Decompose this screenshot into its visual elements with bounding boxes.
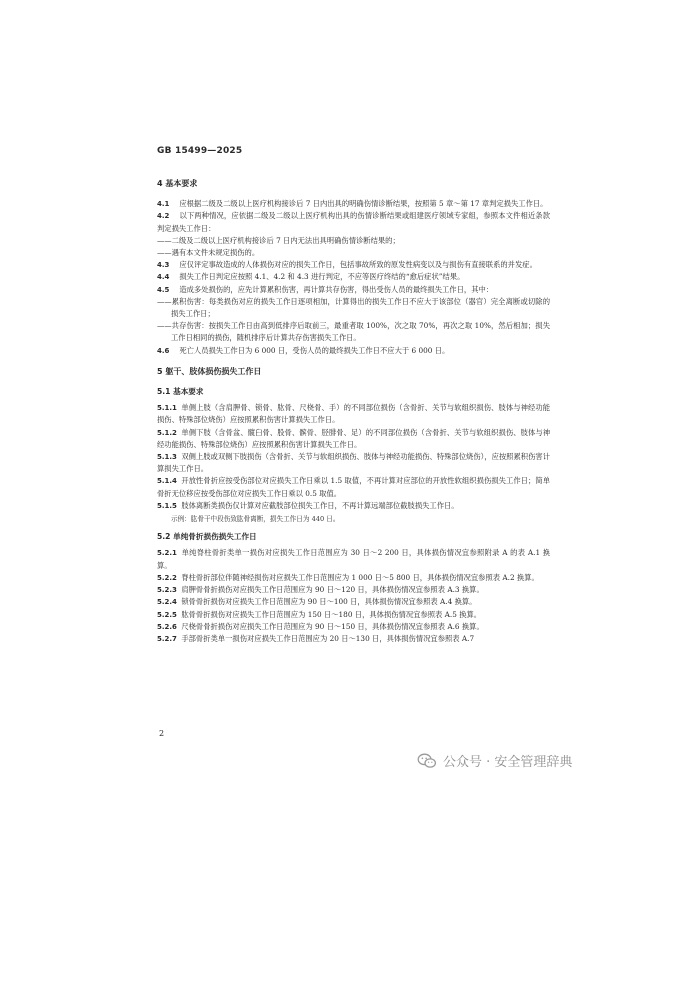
- list-item: ——累积伤害：每类损伤对应的损失工作日逐项相加，计算得出的损失工作日不应大于该部位（器官）完全离断或切除的损失工作日；: [157, 296, 550, 319]
- clause-text: 手部骨折类单一损伤对应损失工作日范围应为 20 日～130 日，具体损伤情况宜参照表 A.7: [181, 633, 475, 643]
- clause-5-1-1: [157, 402, 550, 426]
- clause-number: 4.2: [157, 212, 170, 221]
- page-number: 2: [159, 729, 165, 738]
- clause-number: 4.5: [157, 285, 170, 294]
- clause-5-1-4: [157, 475, 550, 499]
- clause-number: 4.3: [157, 261, 170, 270]
- wechat-icon: [417, 753, 437, 769]
- page-content: [157, 178, 550, 645]
- clause-5-1-3: [157, 451, 550, 475]
- clause-5-2-7: [157, 633, 550, 645]
- clause-number: 5.2.4: [157, 598, 177, 607]
- clause-text: 损失工作日判定应按照 4.1、4.2 和 4.3 进行判定，不应等医疗终结的“愈后症状”结果。: [179, 272, 465, 282]
- watermark-text: 公众号 · 安全管理辞典: [443, 755, 573, 770]
- clause-number: 4.6: [157, 346, 170, 355]
- clause-text: 单纯脊柱骨折类单一损伤对应损失工作日范围应为 30 日～2 200 日，具体损伤情况宜参照附录 A 的表 A.1 换算。: [157, 548, 550, 570]
- clause-5-1-2: [157, 427, 550, 451]
- section-5-2-title: 5.2 单纯骨折损伤损失工作日: [157, 532, 257, 542]
- clause-5-2-3: [157, 584, 550, 596]
- clause-4-6: [157, 345, 550, 357]
- clause-5-2-6: [157, 621, 550, 633]
- example-note: 示例：肱骨干中段伤致肱骨离断，损失工作日为 440 日。: [171, 515, 340, 524]
- clause-4-1: [157, 198, 550, 210]
- clause-text: 肱骨骨折损伤对应损失工作日范围应为 150 日～180 日，具体损伤情况宜参照表 A.5 换算。: [181, 609, 482, 619]
- clause-5-2-2: [157, 572, 550, 584]
- clause-5-1-5: [157, 500, 550, 512]
- clause-number: 5.2.5: [157, 610, 177, 619]
- clause-5-2-5: [157, 609, 550, 621]
- clause-number: 5.2.6: [157, 622, 177, 631]
- clause-text: 单侧上肢（含肩胛骨、锁骨、肱骨、尺桡骨、手）的不同部位损伤（含骨折、关节与软组织损伤、肢体与神经功能损伤、特殊部位烧伤）应按照累积伤害计算损失工作日。: [157, 403, 550, 425]
- clause-text: 应仅评定事故造成的人体损伤对应的损失工作日，包括事故所致的原发性病变以及与损伤有直接联系的并发症。: [179, 260, 537, 270]
- section-4-title: 4 基本要求: [157, 179, 198, 188]
- list-item: ——共存伤害：按损失工作日由高到低排序后取前三，最重者取 100%，次之取 70%，再次之取 10%，然后相加；损失工作日相同的损伤，随机排序后计算共存伤害损失工作日。: [157, 321, 550, 343]
- clause-number: 5.1.2: [157, 428, 177, 437]
- clause-text: 开放性骨折应按受伤部位对应损失工作日乘以 1.5 取值，不再计算对应部位的开放性软组织损伤损失工作日；简单骨折无位移应按受伤部位对应损失工作日乘以 0.5 取值。: [157, 476, 550, 498]
- clause-4-3: [157, 259, 550, 271]
- clause-number: 4.1: [157, 200, 170, 209]
- clause-text: 造成多处损伤的，应先计算累积伤害，再计算共存伤害，得出受伤人员的最终损失工作日，其中：: [179, 284, 494, 294]
- watermark: [417, 751, 572, 770]
- clause-text: 双侧上肢或双侧下肢损伤（含骨折、关节与软组织损伤、肢体与神经功能损伤、特殊部位烧伤），应按照累积伤害计算损失工作日。: [157, 452, 550, 474]
- clause-number: 5.2.3: [157, 586, 177, 595]
- clause-number: 5.2.7: [157, 634, 177, 643]
- clause-4-4: [157, 271, 550, 283]
- clause-number: 5.2.1: [157, 549, 177, 558]
- clause-4-5: [157, 284, 550, 296]
- clause-text: 肩胛骨骨折损伤对应损失工作日范围应为 90 日～120 日，具体损伤情况宜参照表 A.3 换算。: [181, 585, 484, 595]
- clause-text: 死亡人员损失工作日为 6 000 日，受伤人员的最终损失工作日不应大于 6 000 日。: [179, 345, 450, 355]
- clause-4-2: [157, 210, 550, 234]
- clause-text: 脊柱骨折部位伴随神经损伤对应损失工作日范围应为 1 000 日～5 800 日，具体损伤情况宜参照表 A.2 换算。: [181, 572, 539, 582]
- clause-text: 以下两种情况，应依据二级及二级以上医疗机构出具的伤情诊断结果或组建医疗领域专家组，参照本文件相近条款判定损失工作日：: [157, 211, 550, 233]
- clause-text: 应根据二级及二级以上医疗机构接诊后 7 日内出具的明确伤情诊断结果，按照第 5 章～第 17 章判定损失工作日。: [179, 199, 548, 209]
- list-item: ——二级及二级以上医疗机构接诊后 7 日内无法出具明确伤情诊断结果的；: [157, 235, 400, 245]
- standard-code-header: GB 15499—2025: [157, 146, 243, 156]
- clause-number: 5.1.1: [157, 404, 177, 413]
- clause-text: 尺桡骨骨折损伤对应损失工作日范围应为 90 日～150 日，具体损伤情况宜参照表 A.6 换算。: [181, 621, 484, 631]
- section-5-1-title: 5.1 基本要求: [157, 387, 204, 397]
- clause-number: 4.4: [157, 273, 170, 282]
- clause-5-2-1: [157, 547, 550, 571]
- list-item: ——遇有本文件未规定损伤的。: [157, 248, 260, 258]
- section-5-title: 5 躯干、肢体损伤损失工作日: [157, 366, 262, 376]
- clause-text: 肢体离断类损伤仅计算对应截肢部位损失工作日，不再计算远端部位截肢损失工作日。: [181, 500, 459, 510]
- clause-number: 5.1.5: [157, 501, 177, 510]
- clause-number: 5.1.4: [157, 477, 177, 486]
- clause-text: 锁骨骨折损伤对应损失工作日范围应为 90 日～100 日，具体损伤情况宜参照表 A.4 换算。: [181, 597, 477, 607]
- clause-text: 单侧下肢（含骨盆、髋臼骨、股骨、髌骨、胫腓骨、足）的不同部位损伤（含骨折、关节与软组织损伤、肢体与神经功能损伤、特殊部位烧伤）应按照累积伤害计算损失工作日。: [157, 427, 550, 449]
- clause-5-2-4: [157, 596, 550, 608]
- clause-number: 5.1.3: [157, 453, 177, 462]
- clause-number: 5.2.2: [157, 573, 177, 582]
